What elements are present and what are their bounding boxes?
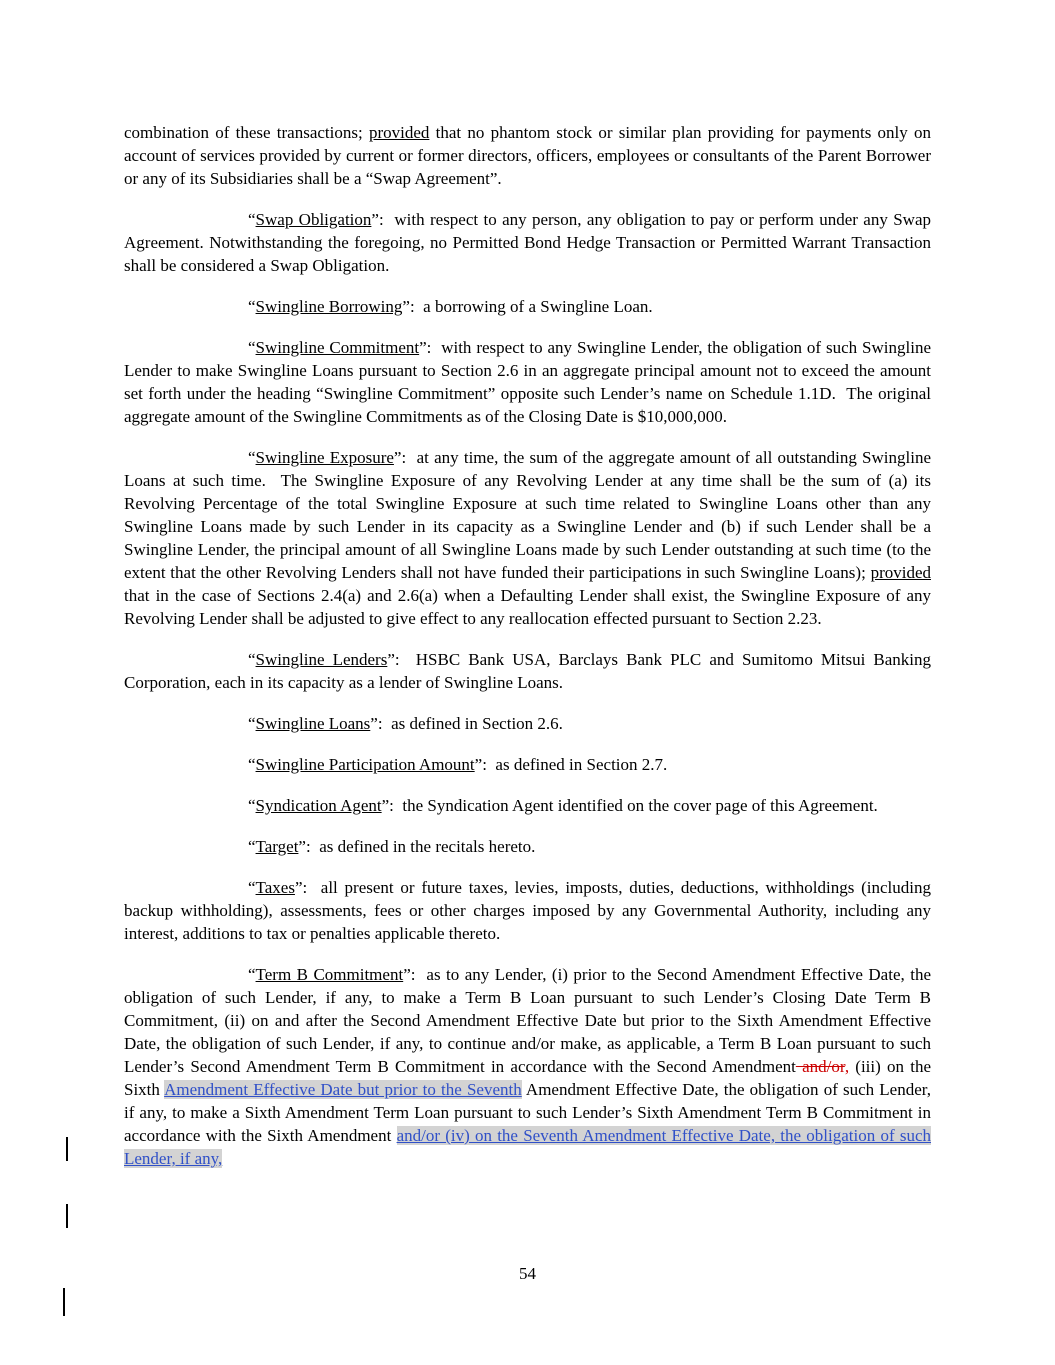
paragraph <box>124 121 931 190</box>
paragraph <box>124 835 931 858</box>
paragraph <box>124 876 931 945</box>
inserted-text: and/or (iv) on the Seventh Amendment Effective Date, the obligation of such Lender, if any, <box>124 1126 931 1168</box>
text-run: “ <box>248 878 256 897</box>
text-run: “ <box>248 837 256 856</box>
text-run: “ <box>248 210 256 229</box>
defined-term: Swingline Lenders <box>255 650 388 669</box>
paragraph <box>124 336 931 428</box>
text-run: ”: as defined in the recitals hereto. <box>298 837 536 856</box>
text-run: ”: as defined in Section 2.7. <box>474 755 668 774</box>
defined-term: Swingline Exposure <box>255 448 394 467</box>
defined-term: Target <box>255 837 299 856</box>
defined-term: provided <box>368 123 430 142</box>
paragraph <box>124 712 931 735</box>
inserted-text: , <box>844 1057 850 1076</box>
defined-term: Swingline Participation Amount <box>255 755 475 774</box>
text-run: “ <box>248 448 256 467</box>
text-run: that no phantom stock or similar plan providing for payments only on account of services provided by current or former directors, officers, employees or consultants of the Parent Borrower or any of its Subsidiaries shall be a “Swap Agreement”. <box>124 123 931 188</box>
text-run: “ <box>248 297 256 316</box>
paragraph <box>124 794 931 817</box>
text-run: (iii) on the Sixth <box>124 1057 931 1099</box>
paragraph <box>124 295 931 318</box>
defined-term: Term B Commitment <box>255 965 404 984</box>
text-run: ”: at any time, the sum of the aggregate amount of all outstanding Swingline Loans at such time. The Swingline Exposure of any Revolving Lender at any time shall be the sum of (a) its Revolving Percentage of the total Swingline Exposure at such time related to Swingline Loans other than any Swingline Loans made by such Lender in its capacity as a Swingline Lender and (b) if such Lender shall be a Swingline Lender, the principal amount of all Swingline Loans made by such Lender outstanding at such time (to the extent that the other Revolving Lenders shall not have funded their participations in such Swingline Loans); <box>124 448 931 582</box>
text-run: “ <box>248 338 256 357</box>
text-run: ”: all present or future taxes, levies, imposts, duties, deductions, withholdings (including backup withholding), assessments, fees or other charges imposed by any Governmental Authority, including any interest, additions to tax or penalties applicable thereto. <box>124 878 931 943</box>
text-run: “ <box>248 650 256 669</box>
text-run: that in the case of Sections 2.4(a) and 2.6(a) when a Defaulting Lender shall exist, the Swingline Exposure of any Revolving Lender shall be adjusted to give effect to any reallocation effected pursuant to Section 2.23. <box>124 586 931 628</box>
text-run: ”: the Syndication Agent identified on the cover page of this Agreement. <box>381 796 878 815</box>
paragraph <box>124 753 931 776</box>
text-run: combination of these transactions; <box>124 123 369 142</box>
text-run: ”: as defined in Section 2.6. <box>370 714 563 733</box>
text-run: ”: with respect to any person, any obligation to pay or perform under any Swap Agreement. Notwithstanding the foregoing, no Permitted Bond Hedge Transaction or Permitted Warrant Transaction shall be considered a Swap Obligation. <box>124 210 931 275</box>
text-run: “ <box>248 755 256 774</box>
text-run: ”: a borrowing of a Swingline Loan. <box>402 297 653 316</box>
defined-term: Swingline Borrowing <box>255 297 403 316</box>
defined-term: Swingline Commitment <box>255 338 420 357</box>
deleted-text: and/or <box>795 1057 845 1076</box>
text-run: ”: HSBC Bank USA, Barclays Bank PLC and Sumitomo Mitsui Banking Corporation, each in its capacity as a lender of Swingline Loans. <box>124 650 931 692</box>
defined-term: Taxes <box>255 878 295 897</box>
text-run: ”: as to any Lender, (i) prior to the Second Amendment Effective Date, the obligation of such Lender, if any, to make a Term B Loan pursuant to such Lender’s Closing Date Term B Commitment, (ii) on and after the Second Amendment Effective Date but prior to the Sixth Amendment Effective Date, the obligation of such Lender, if any, to continue and/or make, as applicable, a Term B Loan pursuant to such Lender’s Second Amendment Term B Commitment in accordance with the Second Amendment <box>124 965 931 1076</box>
text-run: “ <box>248 796 256 815</box>
change-bar <box>66 1204 68 1228</box>
page-number: 54 <box>519 1264 536 1283</box>
change-bar <box>66 1137 68 1161</box>
defined-term: Syndication Agent <box>255 796 382 815</box>
text-run: Amendment Effective Date, the obligation of such Lender, if any, to make a Sixth Amendment Term Loan pursuant to such Lender’s Sixth Amendment Term B Commitment in accordance with the Sixth Amendment <box>124 1080 932 1145</box>
paragraph <box>124 648 931 694</box>
text-run: “ <box>248 965 256 984</box>
inserted-text: Amendment Effective Date but prior to the Seventh <box>164 1080 522 1099</box>
defined-term: provided <box>870 563 931 582</box>
text-run: ”: with respect to any Swingline Lender, the obligation of such Swingline Lender to make Swingline Loans pursuant to Section 2.6 in an aggregate principal amount not to exceed the amount set forth under the heading “Swingline Commitment” opposite such Lender’s name on Schedule 1.1D. The original aggregate amount of the Swingline Commitments as of the Closing Date is $10,000,000. <box>124 338 931 426</box>
change-bar <box>63 1288 65 1316</box>
document-body <box>124 121 931 1170</box>
paragraph <box>124 963 931 1170</box>
text-run: “ <box>248 714 256 733</box>
paragraph <box>124 446 931 630</box>
defined-term: Swap Obligation <box>255 210 372 229</box>
paragraph <box>124 208 931 277</box>
defined-term: Swingline Loans <box>255 714 371 733</box>
